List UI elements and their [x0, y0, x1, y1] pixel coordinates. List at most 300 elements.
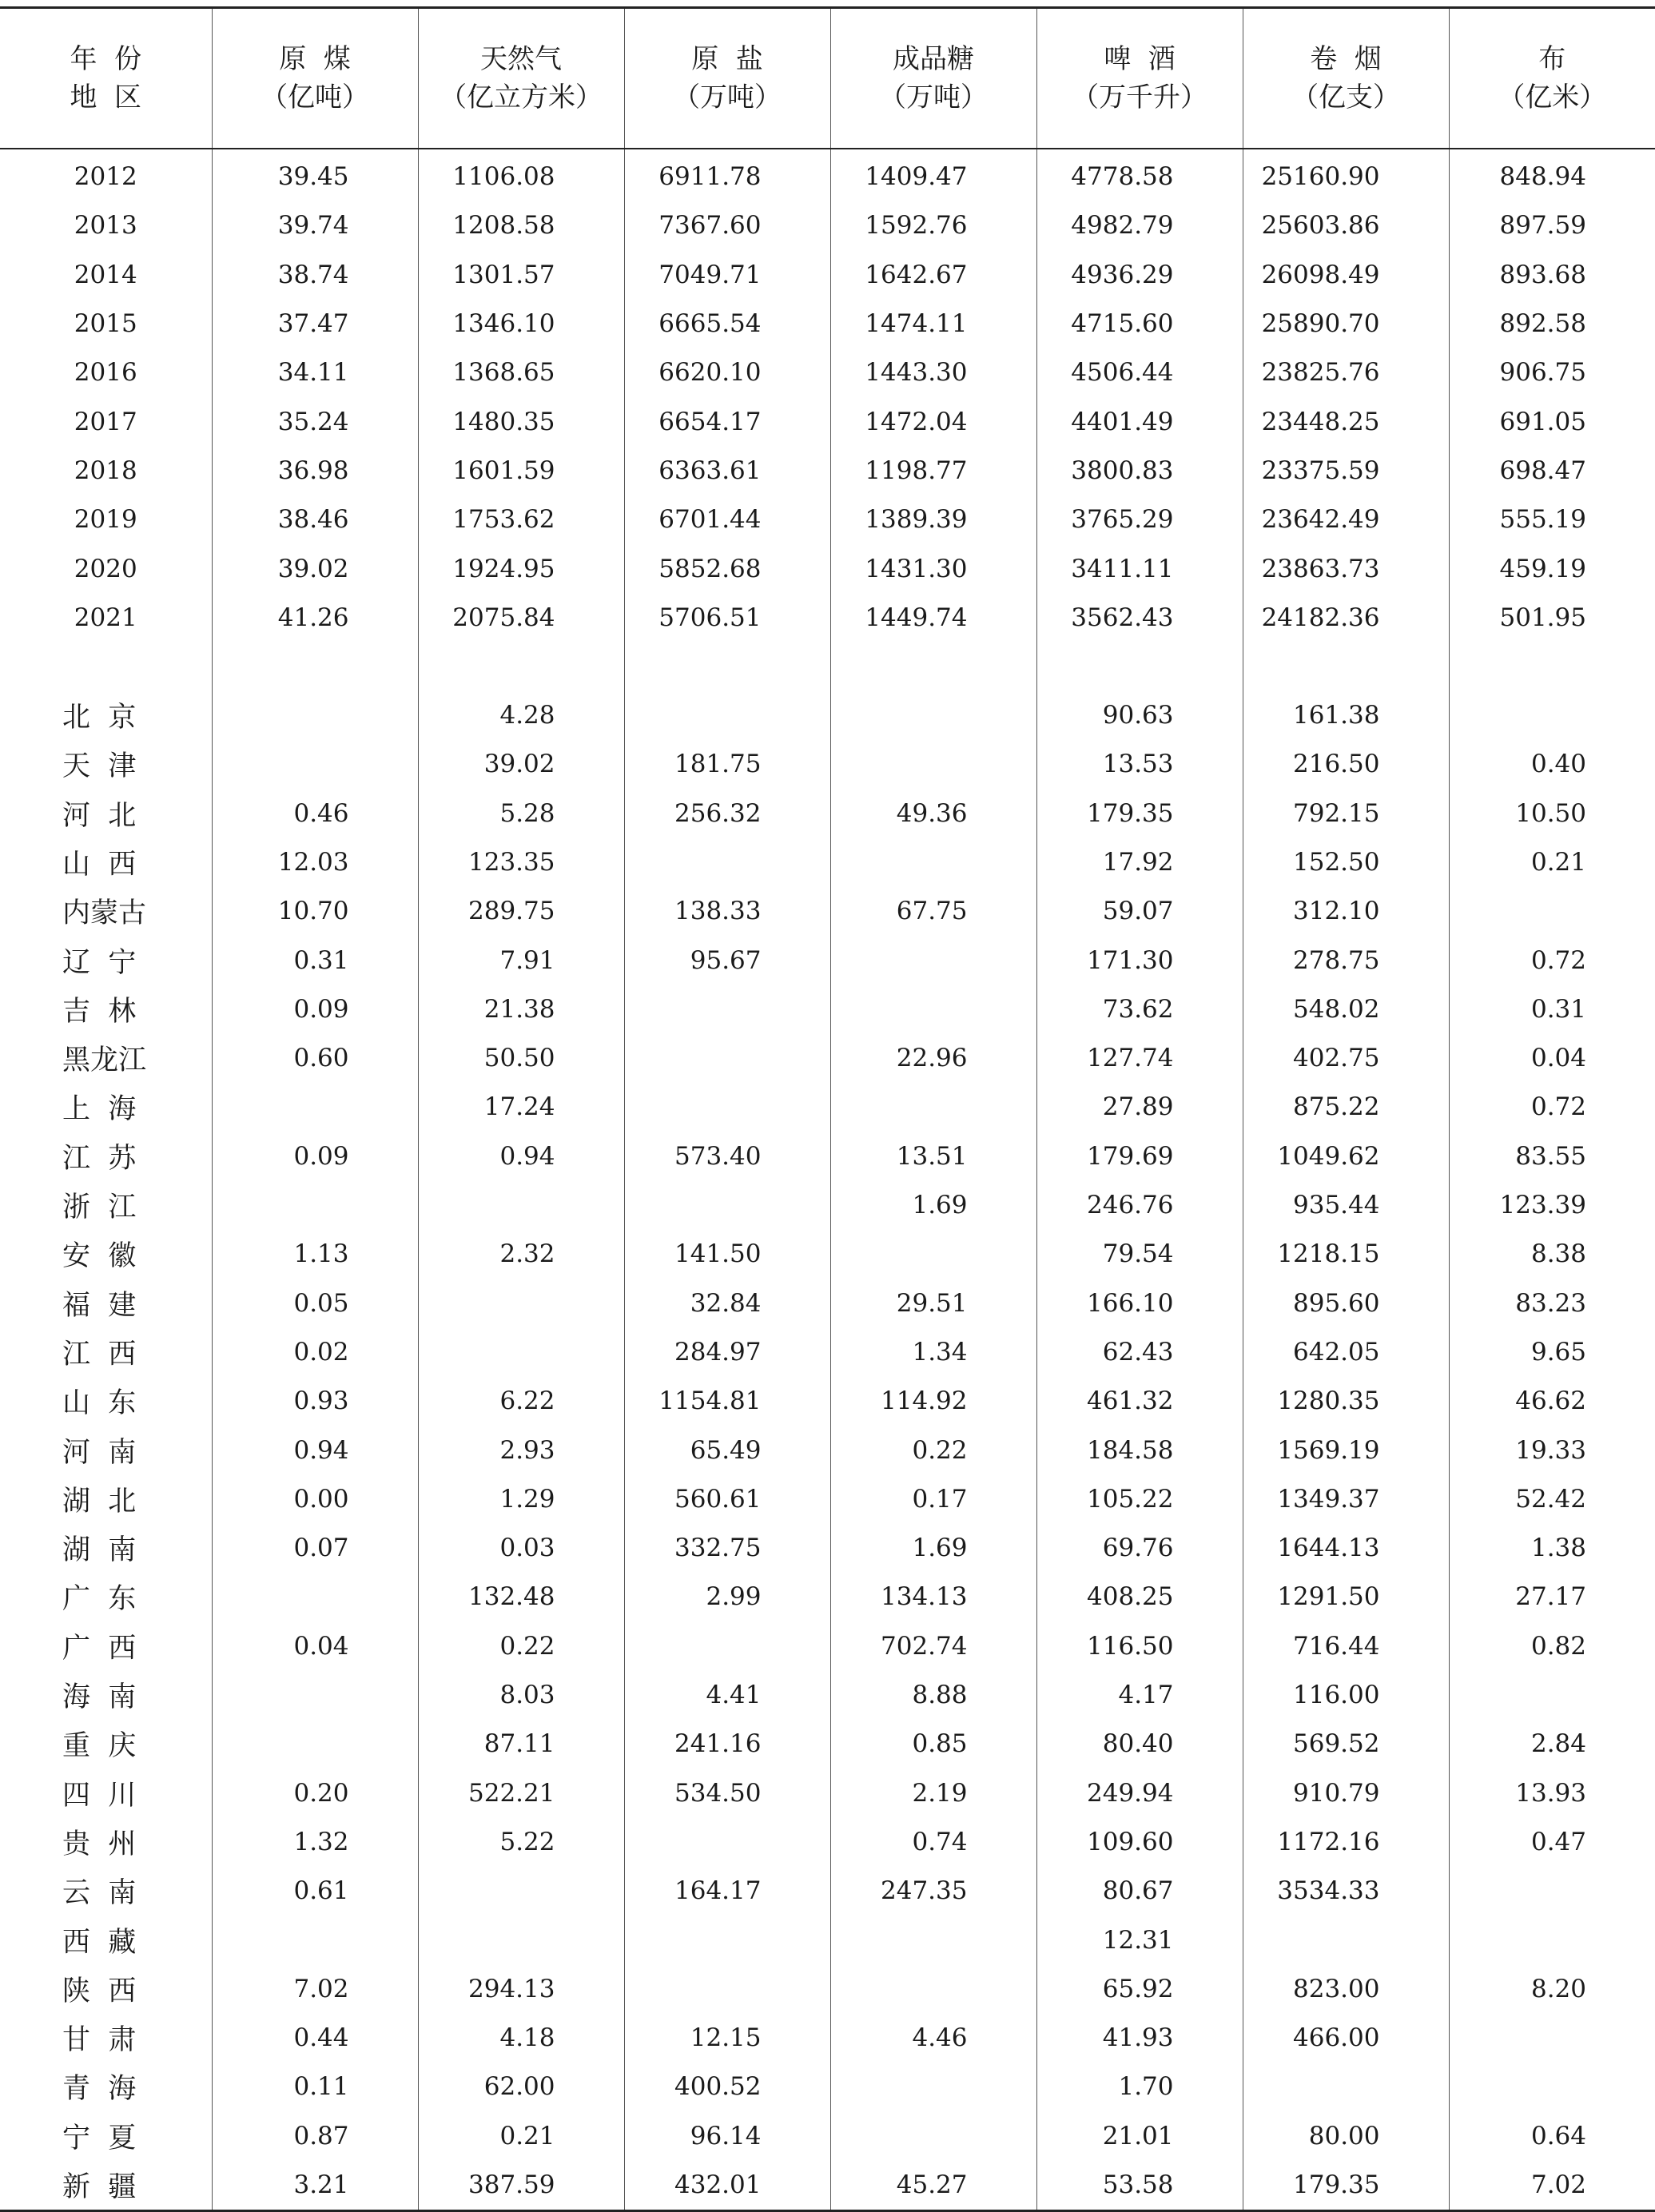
value-cell-cloth: 691.05: [1449, 397, 1655, 446]
region-label: 宁 夏: [0, 2111, 212, 2160]
year-row: [0, 299, 1655, 348]
column-header-unit: （亿吨）: [213, 78, 418, 117]
value-cell-raw-coal: 0.87: [212, 2111, 418, 2160]
value-cell-cigarettes: 116.00: [1243, 1670, 1449, 1719]
value-cell-raw-coal: 34.11: [212, 348, 418, 397]
region-label: 海 南: [0, 1670, 212, 1719]
value-cell-cigarettes: 23375.59: [1243, 446, 1449, 495]
spacer-cell: [0, 642, 212, 690]
value-cell-crude-salt: 2.99: [624, 1573, 830, 1621]
value-cell-natural-gas: 8.03: [418, 1670, 624, 1719]
value-cell-refined-sugar: 67.75: [830, 887, 1036, 936]
value-cell-cloth: 0.21: [1449, 837, 1655, 886]
value-cell-refined-sugar: 45.27: [830, 2160, 1036, 2210]
value-cell-cigarettes: 792.15: [1243, 789, 1449, 837]
value-cell-refined-sugar: 0.17: [830, 1474, 1036, 1523]
value-cell-raw-coal: [212, 1720, 418, 1768]
value-cell-crude-salt: 138.33: [624, 887, 830, 936]
value-cell-cloth: 0.04: [1449, 1034, 1655, 1083]
value-cell-beer: 17.92: [1036, 837, 1243, 886]
value-cell-natural-gas: 1480.35: [418, 397, 624, 446]
value-cell-cigarettes: 642.05: [1243, 1327, 1449, 1376]
value-cell-refined-sugar: 1.69: [830, 1180, 1036, 1229]
value-cell-raw-coal: 0.02: [212, 1327, 418, 1376]
value-cell-crude-salt: 332.75: [624, 1524, 830, 1573]
year-row: [0, 250, 1655, 299]
value-cell-beer: 69.76: [1036, 1524, 1243, 1573]
value-cell-cloth: 893.68: [1449, 250, 1655, 299]
value-cell-beer: 116.50: [1036, 1621, 1243, 1670]
value-cell-refined-sugar: 1443.30: [830, 348, 1036, 397]
value-cell-cloth: 9.65: [1449, 1327, 1655, 1376]
value-cell-raw-coal: 0.46: [212, 789, 418, 837]
table-body: [0, 149, 1655, 2211]
region-row: [0, 1377, 1655, 1426]
spacer-cell: [1243, 642, 1449, 690]
value-cell-cloth: 52.42: [1449, 1474, 1655, 1523]
year-row: [0, 593, 1655, 642]
value-cell-beer: 179.69: [1036, 1132, 1243, 1180]
value-cell-cloth: 0.64: [1449, 2111, 1655, 2160]
value-cell-raw-coal: 0.61: [212, 1867, 418, 1916]
value-cell-refined-sugar: 0.74: [830, 1817, 1036, 1866]
value-cell-beer: 3800.83: [1036, 446, 1243, 495]
region-row: [0, 936, 1655, 985]
value-cell-raw-coal: 35.24: [212, 397, 418, 446]
value-cell-natural-gas: 1924.95: [418, 544, 624, 593]
value-cell-cloth: [1449, 2013, 1655, 2062]
value-cell-beer: 59.07: [1036, 887, 1243, 936]
value-cell-refined-sugar: 134.13: [830, 1573, 1036, 1621]
value-cell-raw-coal: 0.05: [212, 1279, 418, 1327]
year-row: [0, 495, 1655, 544]
region-row: [0, 1916, 1655, 1964]
region-row: [0, 1327, 1655, 1376]
value-cell-cloth: [1449, 690, 1655, 739]
year-label: 2016: [0, 348, 212, 397]
value-cell-refined-sugar: [830, 1964, 1036, 2013]
value-cell-crude-salt: 534.50: [624, 1768, 830, 1817]
value-cell-natural-gas: 132.48: [418, 1573, 624, 1621]
value-cell-cigarettes: 1569.19: [1243, 1426, 1449, 1474]
region-label: 陕 西: [0, 1964, 212, 2013]
value-cell-cigarettes: 23642.49: [1243, 495, 1449, 544]
value-cell-beer: 4506.44: [1036, 348, 1243, 397]
value-cell-raw-coal: 39.02: [212, 544, 418, 593]
value-cell-beer: 249.94: [1036, 1768, 1243, 1817]
value-cell-beer: 65.92: [1036, 1964, 1243, 2013]
year-label: 2012: [0, 149, 212, 201]
value-cell-crude-salt: [624, 1621, 830, 1670]
value-cell-raw-coal: 0.60: [212, 1034, 418, 1083]
value-cell-cloth: 0.47: [1449, 1817, 1655, 1866]
column-header-unit: （亿支）: [1243, 78, 1449, 117]
value-cell-natural-gas: 1208.58: [418, 201, 624, 250]
section-spacer-row: [0, 642, 1655, 690]
region-row: [0, 789, 1655, 837]
value-cell-cloth: 897.59: [1449, 201, 1655, 250]
column-header-cigarettes: [1243, 8, 1449, 149]
value-cell-beer: 408.25: [1036, 1573, 1243, 1621]
region-label: 辽 宁: [0, 936, 212, 985]
value-cell-raw-coal: 41.26: [212, 593, 418, 642]
value-cell-beer: 4715.60: [1036, 299, 1243, 348]
region-label: 西 藏: [0, 1916, 212, 1964]
value-cell-natural-gas: 289.75: [418, 887, 624, 936]
value-cell-beer: 4778.58: [1036, 149, 1243, 201]
region-label: 河 北: [0, 789, 212, 837]
value-cell-beer: 90.63: [1036, 690, 1243, 739]
value-cell-raw-coal: 37.47: [212, 299, 418, 348]
region-label: 江 西: [0, 1327, 212, 1376]
value-cell-beer: 461.32: [1036, 1377, 1243, 1426]
value-cell-cigarettes: 25890.70: [1243, 299, 1449, 348]
value-cell-cigarettes: 935.44: [1243, 1180, 1449, 1229]
value-cell-natural-gas: 2.32: [418, 1230, 624, 1279]
value-cell-cigarettes: 1280.35: [1243, 1377, 1449, 1426]
value-cell-natural-gas: 387.59: [418, 2160, 624, 2210]
year-label: 2019: [0, 495, 212, 544]
value-cell-beer: 73.62: [1036, 985, 1243, 1033]
value-cell-natural-gas: 1106.08: [418, 149, 624, 201]
value-cell-refined-sugar: [830, 2111, 1036, 2160]
value-cell-refined-sugar: 2.19: [830, 1768, 1036, 1817]
value-cell-cigarettes: 1644.13: [1243, 1524, 1449, 1573]
value-cell-crude-salt: [624, 1964, 830, 2013]
value-cell-natural-gas: 21.38: [418, 985, 624, 1033]
value-cell-beer: 4.17: [1036, 1670, 1243, 1719]
region-label: 广 西: [0, 1621, 212, 1670]
value-cell-natural-gas: 6.22: [418, 1377, 624, 1426]
value-cell-crude-salt: [624, 1180, 830, 1229]
value-cell-raw-coal: 7.02: [212, 1964, 418, 2013]
year-label: 2014: [0, 250, 212, 299]
value-cell-cloth: 27.17: [1449, 1573, 1655, 1621]
column-header-beer: [1036, 8, 1243, 149]
value-cell-refined-sugar: 1592.76: [830, 201, 1036, 250]
value-cell-refined-sugar: 1389.39: [830, 495, 1036, 544]
region-label: 四 川: [0, 1768, 212, 1817]
value-cell-cigarettes: 1218.15: [1243, 1230, 1449, 1279]
value-cell-crude-salt: [624, 1916, 830, 1964]
spacer-cell: [212, 642, 418, 690]
region-row: [0, 1474, 1655, 1523]
value-cell-natural-gas: 522.21: [418, 1768, 624, 1817]
value-cell-natural-gas: [418, 1180, 624, 1229]
value-cell-beer: 79.54: [1036, 1230, 1243, 1279]
region-row: [0, 1230, 1655, 1279]
value-cell-natural-gas: 2.93: [418, 1426, 624, 1474]
value-cell-refined-sugar: 49.36: [830, 789, 1036, 837]
column-header-crude-salt: [624, 8, 830, 149]
region-row: [0, 837, 1655, 886]
value-cell-cigarettes: 80.00: [1243, 2111, 1449, 2160]
value-cell-crude-salt: [624, 690, 830, 739]
value-cell-natural-gas: 123.35: [418, 837, 624, 886]
value-cell-cloth: 0.40: [1449, 740, 1655, 789]
value-cell-beer: 171.30: [1036, 936, 1243, 985]
value-cell-crude-salt: 6911.78: [624, 149, 830, 201]
region-label: 河 南: [0, 1426, 212, 1474]
value-cell-cigarettes: 3534.33: [1243, 1867, 1449, 1916]
value-cell-natural-gas: 294.13: [418, 1964, 624, 2013]
column-header-name: 原 煤: [213, 40, 418, 78]
value-cell-natural-gas: 0.03: [418, 1524, 624, 1573]
value-cell-cloth: 892.58: [1449, 299, 1655, 348]
value-cell-raw-coal: 1.13: [212, 1230, 418, 1279]
year-label: 2018: [0, 446, 212, 495]
region-label: 黑龙江: [0, 1034, 212, 1083]
value-cell-beer: 53.58: [1036, 2160, 1243, 2210]
region-row: [0, 1279, 1655, 1327]
year-row: [0, 348, 1655, 397]
column-header-name: 啤 酒: [1037, 40, 1243, 78]
region-row: [0, 1524, 1655, 1573]
column-header-year-region: [0, 8, 212, 149]
value-cell-cigarettes: 24182.36: [1243, 593, 1449, 642]
value-cell-crude-salt: 1154.81: [624, 1377, 830, 1426]
value-cell-cloth: 46.62: [1449, 1377, 1655, 1426]
region-label: 新 疆: [0, 2160, 212, 2210]
region-row: [0, 1621, 1655, 1670]
column-header-unit: （万千升）: [1037, 78, 1243, 117]
value-cell-cigarettes: 25160.90: [1243, 149, 1449, 201]
value-cell-natural-gas: 50.50: [418, 1034, 624, 1083]
year-row: [0, 446, 1655, 495]
value-cell-crude-salt: 65.49: [624, 1426, 830, 1474]
value-cell-cigarettes: 895.60: [1243, 1279, 1449, 1327]
region-row: [0, 1573, 1655, 1621]
region-label: 江 苏: [0, 1132, 212, 1180]
value-cell-cloth: 19.33: [1449, 1426, 1655, 1474]
value-cell-natural-gas: 0.22: [418, 1621, 624, 1670]
value-cell-cloth: 555.19: [1449, 495, 1655, 544]
region-row: [0, 985, 1655, 1033]
value-cell-raw-coal: 38.46: [212, 495, 418, 544]
value-cell-raw-coal: 0.11: [212, 2063, 418, 2111]
region-label: 吉 林: [0, 985, 212, 1033]
region-row: [0, 1034, 1655, 1083]
value-cell-refined-sugar: 0.85: [830, 1720, 1036, 1768]
value-cell-raw-coal: 0.04: [212, 1621, 418, 1670]
value-cell-crude-salt: [624, 837, 830, 886]
year-row: [0, 397, 1655, 446]
region-label: 云 南: [0, 1867, 212, 1916]
value-cell-cigarettes: 152.50: [1243, 837, 1449, 886]
value-cell-natural-gas: 62.00: [418, 2063, 624, 2111]
value-cell-raw-coal: [212, 1180, 418, 1229]
value-cell-cigarettes: 1349.37: [1243, 1474, 1449, 1523]
column-header-cloth: [1449, 8, 1655, 149]
region-label: 重 庆: [0, 1720, 212, 1768]
value-cell-raw-coal: 3.21: [212, 2160, 418, 2210]
value-cell-cloth: 0.31: [1449, 985, 1655, 1033]
value-cell-natural-gas: 0.94: [418, 1132, 624, 1180]
region-row: [0, 2111, 1655, 2160]
value-cell-raw-coal: [212, 1670, 418, 1719]
value-cell-cloth: [1449, 1867, 1655, 1916]
industrial-output-table: [0, 6, 1655, 2212]
value-cell-crude-salt: 6654.17: [624, 397, 830, 446]
value-cell-cloth: 0.72: [1449, 1083, 1655, 1132]
value-cell-refined-sugar: 1.34: [830, 1327, 1036, 1376]
column-header-name: 天然气: [419, 40, 624, 78]
region-label: 浙 江: [0, 1180, 212, 1229]
year-row: [0, 201, 1655, 250]
value-cell-cigarettes: 23825.76: [1243, 348, 1449, 397]
value-cell-beer: 62.43: [1036, 1327, 1243, 1376]
value-cell-natural-gas: 17.24: [418, 1083, 624, 1132]
value-cell-refined-sugar: [830, 1083, 1036, 1132]
column-header-name: 原 盐: [625, 40, 830, 78]
spacer-cell: [624, 642, 830, 690]
year-row: [0, 544, 1655, 593]
value-cell-natural-gas: 1346.10: [418, 299, 624, 348]
column-header-unit: 地 区: [0, 78, 212, 117]
value-cell-cigarettes: 910.79: [1243, 1768, 1449, 1817]
value-cell-beer: 27.89: [1036, 1083, 1243, 1132]
value-cell-refined-sugar: [830, 690, 1036, 739]
value-cell-cloth: [1449, 1916, 1655, 1964]
value-cell-natural-gas: 1601.59: [418, 446, 624, 495]
value-cell-refined-sugar: 1642.67: [830, 250, 1036, 299]
value-cell-beer: 1.70: [1036, 2063, 1243, 2111]
value-cell-cloth: 0.82: [1449, 1621, 1655, 1670]
column-header-unit: （万吨）: [625, 78, 830, 117]
value-cell-beer: 127.74: [1036, 1034, 1243, 1083]
value-cell-natural-gas: 5.22: [418, 1817, 624, 1866]
value-cell-cigarettes: 548.02: [1243, 985, 1449, 1033]
value-cell-cigarettes: 179.35: [1243, 2160, 1449, 2210]
region-row: [0, 1180, 1655, 1229]
value-cell-refined-sugar: 1.69: [830, 1524, 1036, 1573]
value-cell-beer: 21.01: [1036, 2111, 1243, 2160]
column-header-refined-sugar: [830, 8, 1036, 149]
table-header: [0, 8, 1655, 149]
value-cell-crude-salt: 7367.60: [624, 201, 830, 250]
value-cell-cloth: 2.84: [1449, 1720, 1655, 1768]
value-cell-beer: 4936.29: [1036, 250, 1243, 299]
value-cell-raw-coal: [212, 1916, 418, 1964]
header-row: [0, 8, 1655, 149]
region-row: [0, 1132, 1655, 1180]
value-cell-natural-gas: 1.29: [418, 1474, 624, 1523]
region-label: 贵 州: [0, 1817, 212, 1866]
value-cell-cloth: [1449, 887, 1655, 936]
value-cell-refined-sugar: 247.35: [830, 1867, 1036, 1916]
value-cell-crude-salt: 432.01: [624, 2160, 830, 2210]
value-cell-raw-coal: 0.09: [212, 985, 418, 1033]
value-cell-refined-sugar: [830, 837, 1036, 886]
value-cell-natural-gas: [418, 1867, 624, 1916]
value-cell-refined-sugar: 1431.30: [830, 544, 1036, 593]
year-label: 2015: [0, 299, 212, 348]
value-cell-crude-salt: 5706.51: [624, 593, 830, 642]
column-header-unit: （亿立方米）: [419, 78, 624, 117]
column-header-natural-gas: [418, 8, 624, 149]
column-header-unit: （万吨）: [831, 78, 1036, 117]
value-cell-cigarettes: 823.00: [1243, 1964, 1449, 2013]
value-cell-cigarettes: 161.38: [1243, 690, 1449, 739]
region-label: 山 东: [0, 1377, 212, 1426]
value-cell-cigarettes: 1049.62: [1243, 1132, 1449, 1180]
value-cell-crude-salt: 6363.61: [624, 446, 830, 495]
region-row: [0, 1426, 1655, 1474]
value-cell-raw-coal: 0.20: [212, 1768, 418, 1817]
value-cell-raw-coal: 0.44: [212, 2013, 418, 2062]
value-cell-cloth: [1449, 1670, 1655, 1719]
value-cell-raw-coal: 36.98: [212, 446, 418, 495]
value-cell-cigarettes: 26098.49: [1243, 250, 1449, 299]
value-cell-crude-salt: [624, 1083, 830, 1132]
value-cell-cigarettes: 716.44: [1243, 1621, 1449, 1670]
value-cell-raw-coal: 0.94: [212, 1426, 418, 1474]
value-cell-crude-salt: [624, 1817, 830, 1866]
value-cell-raw-coal: 39.45: [212, 149, 418, 201]
value-cell-natural-gas: 39.02: [418, 740, 624, 789]
value-cell-refined-sugar: 0.22: [830, 1426, 1036, 1474]
region-label: 广 东: [0, 1573, 212, 1621]
value-cell-cloth: 848.94: [1449, 149, 1655, 201]
value-cell-refined-sugar: 13.51: [830, 1132, 1036, 1180]
value-cell-beer: 41.93: [1036, 2013, 1243, 2062]
year-label: 2013: [0, 201, 212, 250]
value-cell-crude-salt: 141.50: [624, 1230, 830, 1279]
value-cell-raw-coal: 38.74: [212, 250, 418, 299]
value-cell-cloth: 1.38: [1449, 1524, 1655, 1573]
value-cell-crude-salt: [624, 985, 830, 1033]
value-cell-cloth: [1449, 2063, 1655, 2111]
value-cell-crude-salt: 6665.54: [624, 299, 830, 348]
value-cell-beer: 166.10: [1036, 1279, 1243, 1327]
value-cell-cigarettes: 312.10: [1243, 887, 1449, 936]
value-cell-cloth: 501.95: [1449, 593, 1655, 642]
year-row: [0, 149, 1655, 201]
value-cell-cigarettes: 402.75: [1243, 1034, 1449, 1083]
year-label: 2017: [0, 397, 212, 446]
value-cell-crude-salt: 284.97: [624, 1327, 830, 1376]
region-label: 湖 南: [0, 1524, 212, 1573]
value-cell-natural-gas: 4.18: [418, 2013, 624, 2062]
value-cell-cigarettes: [1243, 1916, 1449, 1964]
spacer-cell: [1036, 642, 1243, 690]
year-label: 2020: [0, 544, 212, 593]
region-label: 山 西: [0, 837, 212, 886]
region-row: [0, 1083, 1655, 1132]
value-cell-cloth: 83.23: [1449, 1279, 1655, 1327]
column-header-name: 年 份: [0, 40, 212, 78]
value-cell-refined-sugar: [830, 1916, 1036, 1964]
value-cell-crude-salt: 4.41: [624, 1670, 830, 1719]
value-cell-crude-salt: 12.15: [624, 2013, 830, 2062]
region-row: [0, 690, 1655, 739]
region-row: [0, 887, 1655, 936]
region-label: 湖 北: [0, 1474, 212, 1523]
value-cell-refined-sugar: 22.96: [830, 1034, 1036, 1083]
value-cell-raw-coal: 1.32: [212, 1817, 418, 1866]
value-cell-cigarettes: 216.50: [1243, 740, 1449, 789]
value-cell-natural-gas: 5.28: [418, 789, 624, 837]
value-cell-natural-gas: [418, 1327, 624, 1376]
value-cell-refined-sugar: [830, 740, 1036, 789]
value-cell-refined-sugar: 702.74: [830, 1621, 1036, 1670]
region-row: [0, 1817, 1655, 1866]
value-cell-refined-sugar: 1409.47: [830, 149, 1036, 201]
region-row: [0, 1867, 1655, 1916]
value-cell-cloth: 13.93: [1449, 1768, 1655, 1817]
value-cell-refined-sugar: [830, 985, 1036, 1033]
value-cell-natural-gas: [418, 1916, 624, 1964]
